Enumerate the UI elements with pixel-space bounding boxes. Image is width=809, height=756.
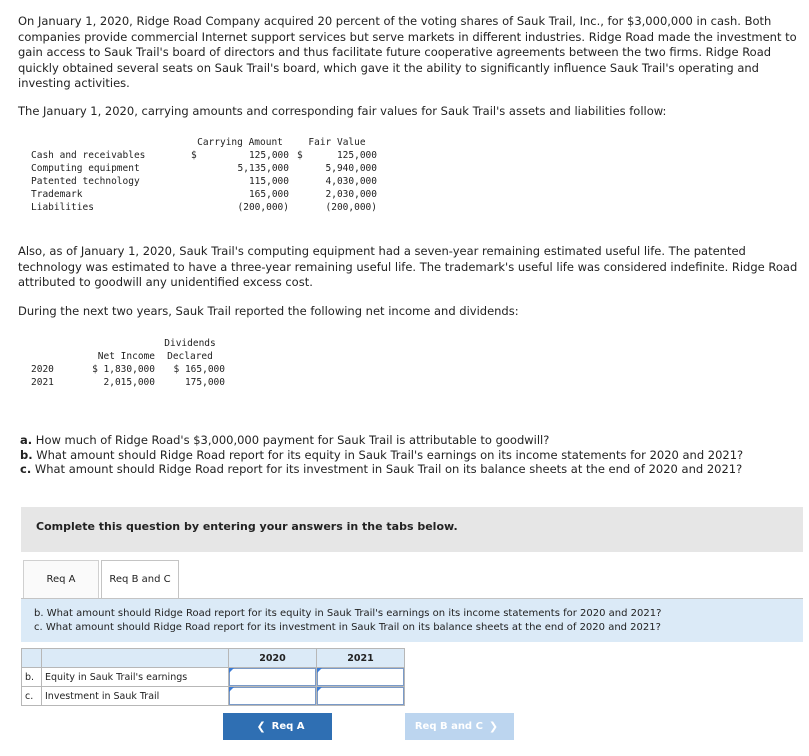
year-label: 2021	[31, 377, 54, 388]
equity-2021-cell	[317, 668, 405, 687]
carrying-amount: (200,000)	[237, 202, 289, 213]
currency-sign	[297, 201, 311, 214]
row-label: Cash and receivables	[31, 150, 146, 161]
instruction-banner	[21, 507, 803, 552]
row-label: Liabilities	[31, 202, 94, 213]
row-label: Investment in Sauk Trail	[42, 687, 229, 706]
prev-button[interactable]	[223, 713, 332, 740]
net-income-value: 2,015,000	[103, 377, 155, 388]
equity-2020-input[interactable]	[229, 668, 316, 686]
investment-2021-input[interactable]	[317, 687, 404, 705]
fair-value: 4,030,000	[325, 176, 377, 187]
dividends-header: Dividends	[164, 338, 216, 349]
currency-sign	[191, 188, 205, 201]
table-row	[31, 175, 377, 188]
next-button[interactable]	[405, 713, 514, 740]
row-label: Equity in Sauk Trail's earnings	[42, 668, 229, 687]
net-income-header: Net Income	[97, 351, 155, 362]
tab-label: Req A	[46, 574, 76, 585]
table-row	[31, 201, 377, 214]
investment-2021-cell	[317, 687, 405, 706]
carrying-amount: 5,135,000	[237, 163, 289, 174]
table-row	[31, 149, 377, 162]
investment-2020-cell	[229, 687, 317, 706]
instruction-text: Complete this question by entering your answers in the tabs below.	[36, 520, 458, 533]
active-question-box	[21, 598, 803, 642]
fair-value: 125,000	[336, 150, 377, 161]
fair-value-header: Fair Value	[308, 137, 366, 148]
carrying-amount: 125,000	[248, 150, 289, 161]
chevron-left-icon: ❮	[256, 720, 266, 733]
fair-value: 5,940,000	[325, 163, 377, 174]
question-a: a. How much of Ridge Road's $3,000,000 payment for Sauk Trail is attributable to goodwill?	[20, 433, 550, 447]
tab-req-a[interactable]	[23, 560, 99, 598]
col-2020-header: 2020	[229, 649, 317, 668]
income-table	[31, 337, 225, 389]
table-row	[31, 188, 377, 201]
equity-2020-cell	[229, 668, 317, 687]
currency-sign	[297, 175, 311, 188]
currency-sign	[191, 162, 205, 175]
intro-paragraph-1: On January 1, 2020, Ridge Road Company acquired 20 percent of the voting shares of Sauk Trail, Inc., for $3,000,000 in cash. Both companies provide commercial Internet support services but serve markets in different industries. Ridge Road made the investment to gain access to Sauk Trail's board of directors and thus facilitate future cooperative agreements between the two firms. Ridge Road quickly obtained several seats on Sauk Trail's board, which gave it the ability to significantly influence Sauk Trail's operating and investing activities.	[18, 14, 797, 90]
question-c: c. What amount should Ridge Road report for its investment in Sauk Trail on its balance sheets at the end of 2020 and 2021?	[20, 462, 743, 476]
active-question-c: c. What amount should Ridge Road report for its investment in Sauk Trail on its balance sheets at the end of 2020 and 2021?	[34, 622, 661, 633]
row-letter: c.	[22, 687, 42, 706]
row-label: Trademark	[31, 189, 83, 200]
input-marker-icon	[317, 687, 322, 692]
dividends-value: 175,000	[184, 377, 225, 388]
table-row	[31, 363, 225, 376]
investment-2020-input[interactable]	[229, 687, 316, 705]
intro-paragraph-4: During the next two years, Sauk Trail reported the following net income and dividends:	[18, 304, 519, 318]
carrying-amount: 165,000	[248, 189, 289, 200]
row-letter: b.	[22, 668, 42, 687]
year-label: 2020	[31, 364, 54, 375]
net-income-value: $ 1,830,000	[92, 364, 155, 375]
questions-list	[20, 433, 800, 477]
row-label: Patented technology	[31, 176, 140, 187]
input-marker-icon	[317, 668, 322, 673]
declared-header: Declared	[167, 351, 213, 362]
fair-value: 2,030,000	[325, 189, 377, 200]
currency-sign: $	[297, 150, 303, 161]
table-row	[22, 668, 405, 687]
carrying-amount-header: Carrying Amount	[197, 137, 283, 148]
currency-sign	[297, 162, 311, 175]
currency-sign: $	[191, 150, 197, 161]
equity-2021-input[interactable]	[317, 668, 404, 686]
table-row	[31, 376, 225, 389]
question-b: b. What amount should Ridge Road report for its equity in Sauk Trail's earnings on its income statements for 2020 and 2021?	[20, 447, 744, 462]
answer-table	[21, 648, 405, 706]
carrying-amount: 115,000	[248, 176, 289, 187]
currency-sign	[191, 201, 205, 214]
table-row	[31, 162, 377, 175]
assets-table	[31, 136, 377, 214]
chevron-right-icon: ❯	[488, 720, 499, 733]
input-marker-icon	[229, 668, 234, 673]
tab-label: Req B and C	[109, 574, 171, 585]
intro-paragraph-2: The January 1, 2020, carrying amounts and corresponding fair values for Sauk Trail's assets and liabilities follow:	[18, 104, 667, 118]
dividends-value: $ 165,000	[173, 364, 225, 375]
input-marker-icon	[229, 687, 234, 692]
currency-sign	[191, 175, 205, 188]
prev-button-label: Req A	[271, 721, 305, 732]
fair-value: (200,000)	[325, 202, 377, 213]
next-button-label: Req B and C	[414, 721, 483, 732]
active-question-b: b. What amount should Ridge Road report for its equity in Sauk Trail's earnings on its income statements for 2020 and 2021?	[34, 608, 662, 619]
intro-paragraph-3: Also, as of January 1, 2020, Sauk Trail's computing equipment had a seven-year remaining estimated useful life. The patented technology was estimated to have a three-year remaining useful life. The trademark's useful life was considered indefinite. Ridge Road attributed to goodwill any unidentified excess cost.	[18, 244, 798, 289]
row-label: Computing equipment	[31, 163, 140, 174]
currency-sign	[297, 188, 311, 201]
table-row	[22, 687, 405, 706]
tab-req-b-and-c[interactable]	[101, 560, 179, 598]
col-2021-header: 2021	[317, 649, 405, 668]
